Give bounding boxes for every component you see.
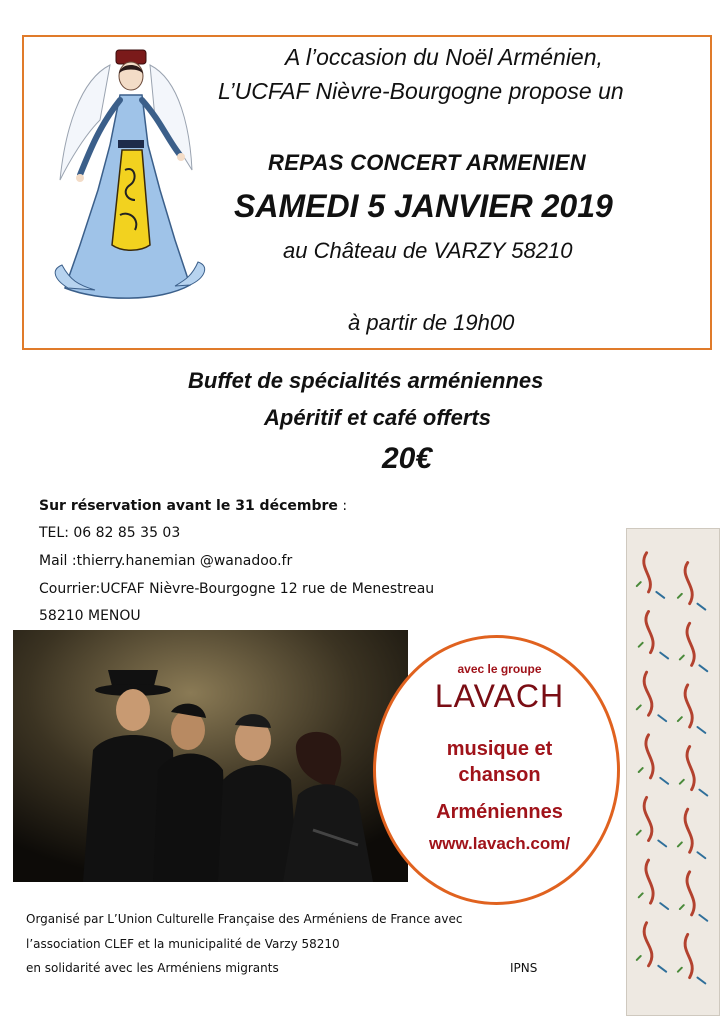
event-date: SAMEDI 5 JANVIER 2019: [234, 188, 613, 224]
phone-number: TEL: 06 82 85 35 03: [39, 525, 181, 541]
band-photo: [13, 630, 408, 882]
group-genre-line-2: chanson: [458, 764, 541, 786]
group-name: LAVACH: [434, 678, 565, 714]
event-time: à partir de 19h00: [348, 310, 515, 335]
reservation-deadline: Sur réservation avant le 31 décembre: [39, 498, 338, 514]
footer-organizer-line: Organisé par L’Union Culturelle Française des Arméniens de France avec: [26, 912, 463, 926]
event-venue: au Château de VARZY 58210: [283, 238, 573, 263]
armenian-calligraphy-panel: [626, 528, 720, 1016]
buffet-line: Buffet de spécialités arméniennes: [188, 368, 544, 393]
footer-solidarity-line: en solidarité avec les Arméniens migrants: [26, 961, 279, 975]
group-genre-line-3: Arméniennes: [436, 801, 563, 823]
email-address: Mail :thierry.hanemian @wanadoo.fr: [39, 553, 293, 569]
price: 20€: [382, 442, 433, 475]
footer-ipns: IPNS: [510, 961, 538, 975]
group-website-link[interactable]: www.lavach.com/: [428, 834, 571, 853]
intro-line-2: L’UCFAF Nièvre-Bourgogne propose un: [218, 78, 624, 104]
footer-partners-line: l’association CLEF et la municipalité de Varzy 58210: [26, 937, 340, 951]
intro-line-1: A l’occasion du Noël Arménien,: [285, 44, 603, 70]
group-genre-line-1: musique et: [446, 738, 553, 760]
event-title: REPAS CONCERT ARMENIEN: [268, 150, 586, 175]
postal-city: 58210 MENOU: [39, 608, 141, 624]
group-with-label: avec le groupe: [457, 662, 542, 676]
armenian-dancer-illustration: [40, 40, 220, 330]
reservation-colon: :: [337, 498, 348, 514]
group-oval: [373, 635, 620, 905]
aperitif-line: Apéritif et café offerts: [264, 405, 491, 430]
reservation-line: [39, 498, 347, 514]
postal-address: Courrier:UCFAF Nièvre-Bourgogne 12 rue de Menestreau: [39, 581, 435, 597]
